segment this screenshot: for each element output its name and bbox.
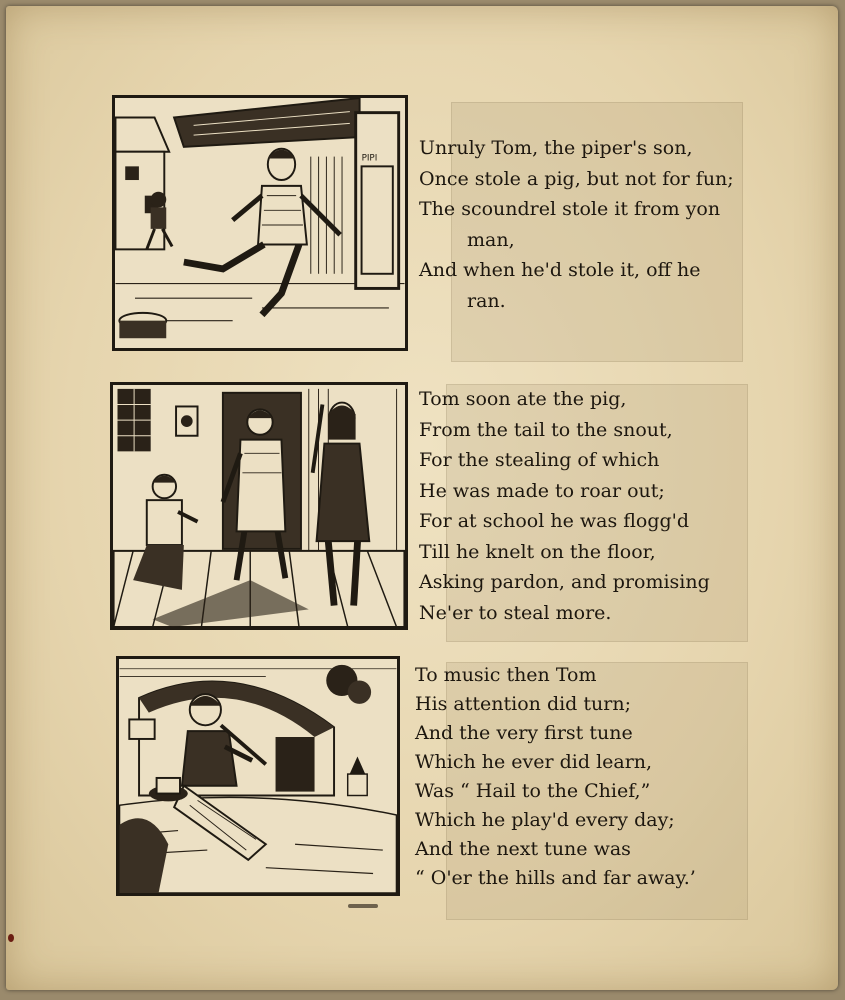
verse-line: Till he knelt on the floor,	[419, 540, 656, 563]
verse-line: To music then Tom	[415, 664, 597, 686]
verse-line: Asking pardon, and promising	[419, 571, 710, 593]
verse-stanza-3	[415, 661, 696, 893]
verse-line: For the stealing of which	[419, 449, 660, 471]
woodcut-tom-kneeling	[110, 382, 408, 630]
woodcut-tom-stealing-pig	[112, 95, 408, 351]
verse-line: Which he play'd every day;	[415, 809, 675, 831]
ink-spot	[8, 934, 14, 942]
verse-line: The scoundrel stole it from yon	[419, 198, 721, 220]
book-page	[6, 6, 838, 990]
verse-line: And when he'd stole it, off he	[419, 259, 701, 281]
woodcut-illustration-3	[119, 659, 397, 893]
verse-line: Unruly Tom, the piper's son,	[419, 137, 693, 159]
woodcut-illustration-1	[115, 98, 405, 348]
verse-line: man,	[467, 228, 515, 251]
verse-line: And the very first tune	[415, 722, 633, 744]
verse-line: Was “ Hail to the Chief,”	[415, 780, 651, 802]
verse-line: Tom soon ate the pig,	[419, 388, 627, 410]
verse-line: Ne'er to steal more.	[419, 601, 612, 624]
verse-line: He was made to roar out;	[419, 479, 665, 502]
verse-line: His attention did turn;	[415, 693, 631, 715]
verse-line: “ O'er the hills and far away.’	[415, 867, 696, 889]
ink-smudge	[348, 904, 378, 908]
shop-sign-text: PIPI	[361, 153, 378, 164]
verse-stanza-1	[419, 133, 734, 316]
verse-line: For at school he was flogg'd	[419, 510, 690, 532]
verse-line: And the next tune was	[415, 838, 631, 860]
verse-stanza-2	[419, 384, 710, 628]
verse-line: Once stole a pig, but not for fun;	[419, 167, 734, 190]
woodcut-tom-piping	[116, 656, 400, 896]
verse-line: From the tail to the snout,	[419, 418, 673, 441]
verse-line: Which he ever did learn,	[415, 751, 653, 773]
woodcut-illustration-2	[113, 385, 405, 627]
verse-line: ran.	[467, 289, 506, 312]
